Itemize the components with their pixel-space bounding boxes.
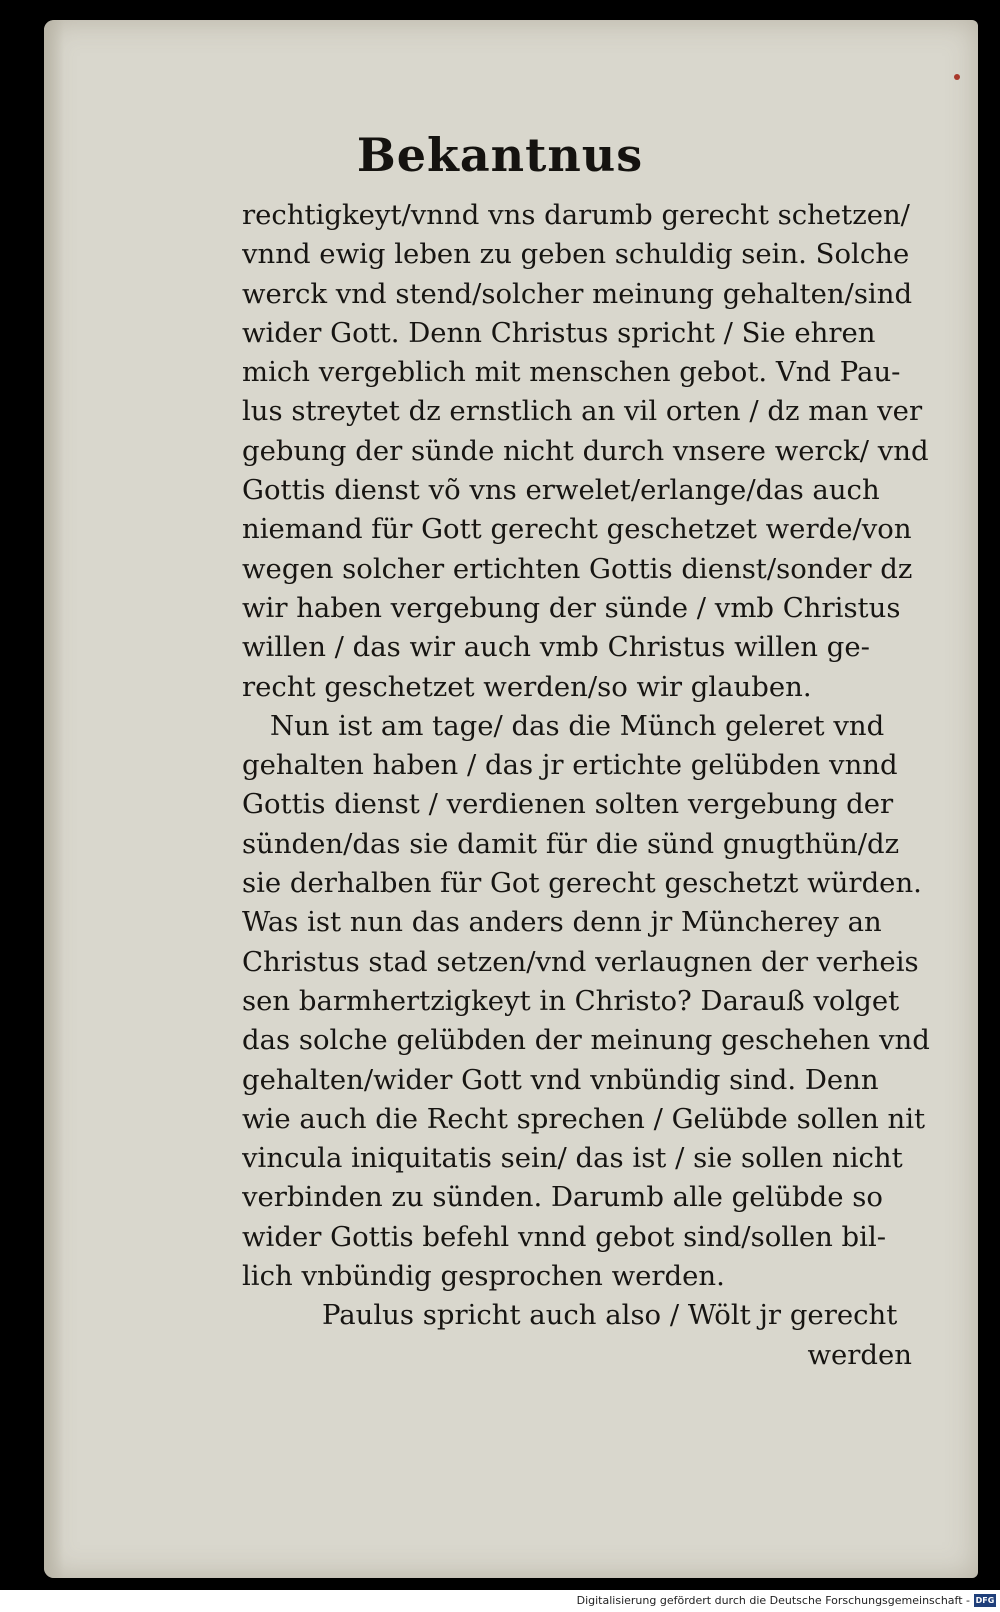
- text-line: werden: [807, 1338, 912, 1371]
- text-line: verbinden zu sünden. Darumb alle gelübde so: [242, 1181, 883, 1214]
- text-line: Nun ist am tage/ das die Münch geleret vnd: [270, 709, 885, 742]
- text-line: sie derhalben für Got gerecht geschetzt würden.: [242, 867, 922, 900]
- text-line: wir haben vergebung der sünde / vmb Christus: [242, 591, 901, 624]
- text-line: wider Gott. Denn Christus spricht / Sie ehren: [242, 316, 876, 349]
- text-line: recht geschetzet werden/so wir glauben.: [242, 670, 812, 703]
- text-line: vincula iniquitatis sein/ das ist / sie sollen nicht: [242, 1142, 903, 1175]
- running-head: Bekantnus: [356, 128, 644, 182]
- text-line: Was ist nun das anders denn jr Müncherey an: [242, 906, 882, 939]
- text-line: sünden/das sie damit für die sünd gnugthün/dz: [242, 827, 900, 860]
- text-line: wie auch die Recht sprechen / Gelübde sollen nit: [242, 1102, 926, 1135]
- text-line: wider Gottis befehl vnnd gebot sind/sollen bil-: [242, 1220, 887, 1253]
- text-line: gehalten/wider Gott vnd vnbündig sind. Denn: [242, 1063, 879, 1096]
- text-line: Paulus spricht auch also / Wölt jr gerecht: [322, 1299, 898, 1332]
- text-line: mich vergeblich mit menschen gebot. Vnd Pau-: [242, 356, 901, 389]
- text-line: lus streytet dz ernstlich an vil orten / dz man ver: [242, 395, 923, 428]
- text-line: werck vnd stend/solcher meinung gehalten/sind: [242, 277, 913, 310]
- text-line: Christus stad setzen/vnd verlaugnen der verheis: [242, 945, 919, 978]
- text-line: lich vnbündig gesprochen werden.: [242, 1260, 725, 1293]
- body-text: [242, 196, 932, 1375]
- text-line: das solche gelübden der meinung geschehen vnd: [242, 1024, 930, 1057]
- text-line: willen / das wir auch vmb Christus willen ge-: [242, 631, 870, 664]
- ink-spot: [954, 74, 960, 80]
- text-line: niemand für Gott gerecht geschetzet werde/von: [242, 513, 912, 546]
- text-line: Gottis dienst / verdienen solten vergebung der: [242, 788, 894, 821]
- text-line: vnnd ewig leben zu geben schuldig sein. Solche: [242, 238, 910, 271]
- text-line: sen barmhertzigkeyt in Christo? Darauß volget: [242, 984, 900, 1017]
- text-line: Gottis dienst võ vns erwelet/erlange/das auch: [242, 474, 880, 507]
- text-line: gebung der sünde nicht durch vnsere werck/ vnd: [242, 434, 929, 467]
- footer-credit: Digitalisierung gefördert durch die Deutsche Forschungsgemeinschaft -: [576, 1594, 970, 1607]
- page-gutter-shadow: [44, 20, 64, 1578]
- text-line: gehalten haben / das jr ertichte gelübden vnnd: [242, 749, 898, 782]
- dfg-logo: DFG: [975, 1596, 995, 1605]
- text-line: rechtigkeyt/vnnd vns darumb gerecht schetzen/: [242, 199, 910, 231]
- text-line: wegen solcher ertichten Gottis dienst/sonder dz: [242, 552, 913, 585]
